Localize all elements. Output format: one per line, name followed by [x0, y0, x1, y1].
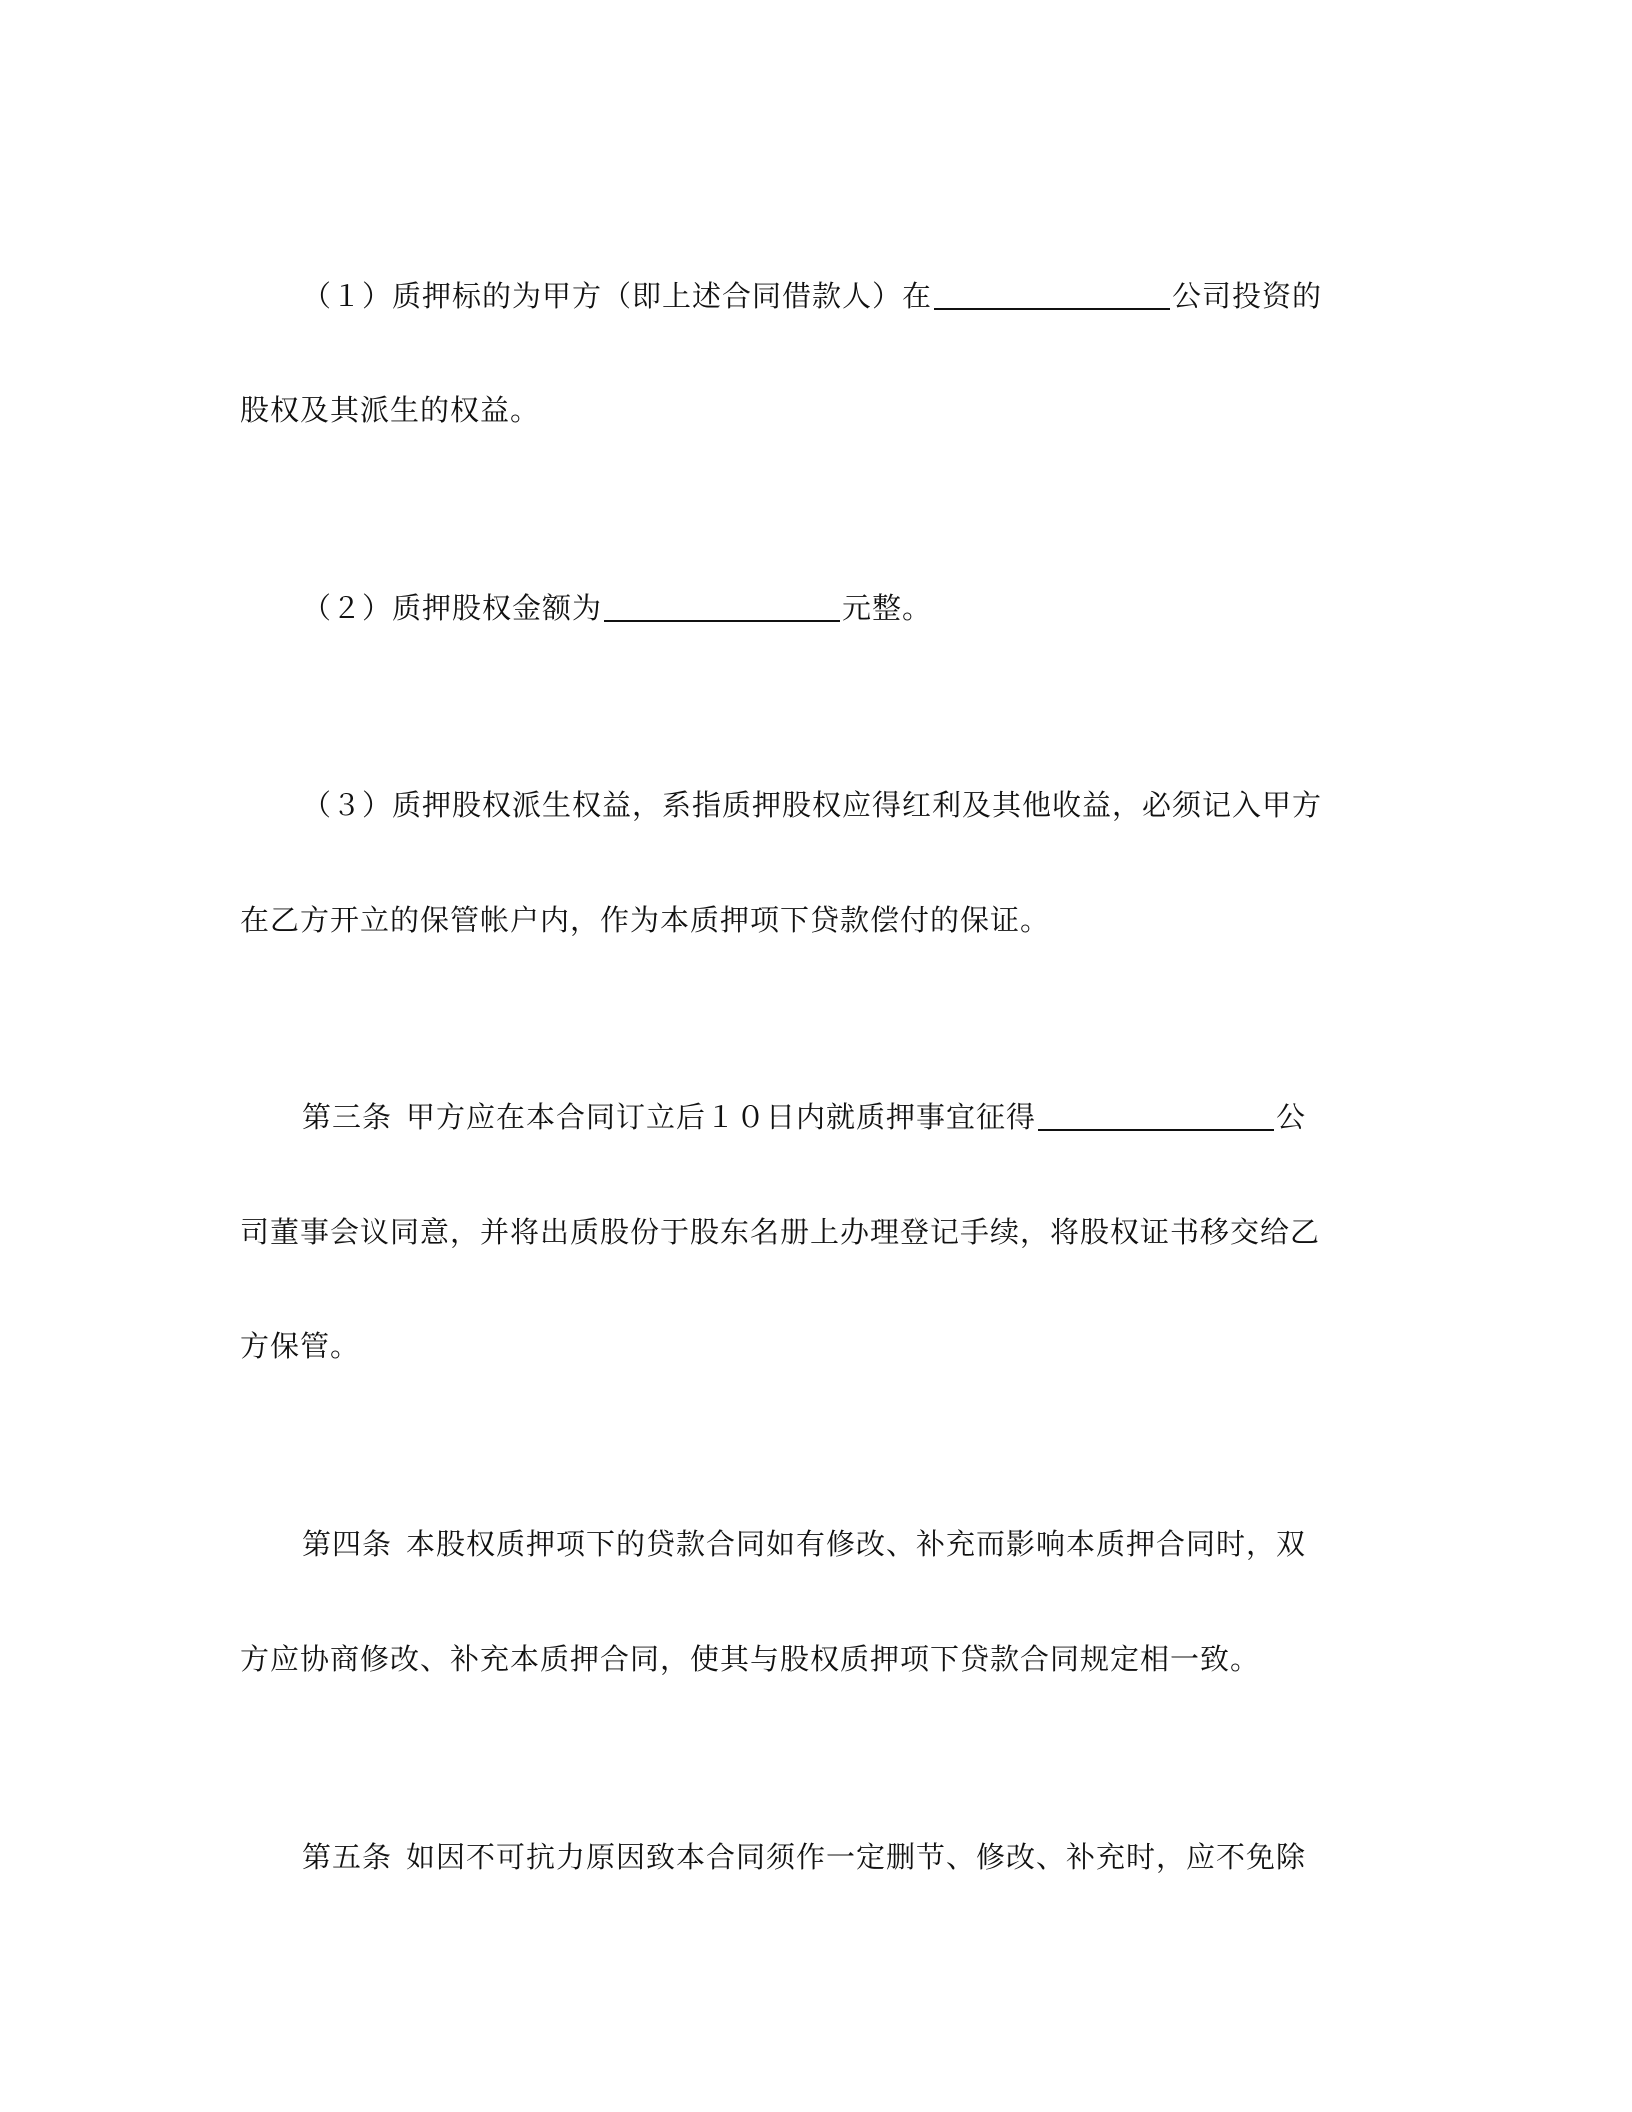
paragraph-1-line-2	[240, 390, 540, 430]
paragraph-3-text-b: 在乙方开立的保管帐户内，作为本质押项下贷款偿付的保证。	[240, 903, 1051, 937]
paragraph-3-line-2	[240, 900, 1050, 940]
article-4-line-1	[302, 1524, 1306, 1564]
article-4-line-2	[240, 1639, 1260, 1679]
company-name-blank[interactable]	[934, 278, 1170, 310]
paragraph-1-line-1	[302, 276, 1322, 316]
article-3-text-a: 甲方应在本合同订立后１０日内就质押事宜征得	[406, 1100, 1037, 1134]
article-5-text-a: 如因不可抗力原因致本合同须作一定删节、修改、补充时，应不免除	[406, 1840, 1307, 1874]
paragraph-2-text-a: （２）质押股权金额为	[302, 591, 603, 625]
article-3-text-d: 方保管。	[240, 1329, 361, 1363]
article-4-text-b: 方应协商修改、补充本质押合同，使其与股权质押项下贷款合同规定相一致。	[240, 1642, 1261, 1676]
article-4-heading: 第四条	[302, 1527, 393, 1561]
paragraph-3-text-a: （３）质押股权派生权益，系指质押股权应得红利及其他收益，必须记入甲方	[302, 788, 1323, 822]
paragraph-1-text-a: （１）质押标的为甲方（即上述合同借款人）在	[302, 279, 933, 313]
article-5-heading: 第五条	[302, 1840, 393, 1874]
article-3-line-2	[240, 1212, 1320, 1252]
article-5-line-1	[302, 1837, 1306, 1877]
article-3-text-c: 司董事会议同意，并将出质股份于股东名册上办理登记手续，将股权证书移交给乙	[240, 1215, 1321, 1249]
amount-blank[interactable]	[604, 590, 840, 622]
paragraph-1-text-b: 公司投资的	[1172, 279, 1323, 313]
article-3-text-b: 公	[1276, 1100, 1307, 1134]
article-3-line-1	[302, 1097, 1306, 1137]
paragraph-2-text-b: 元整。	[842, 591, 933, 625]
article-3-line-3	[240, 1326, 360, 1366]
paragraph-2-line-1	[302, 588, 932, 628]
article-4-text-a: 本股权质押项下的贷款合同如有修改、补充而影响本质押合同时，双	[406, 1527, 1307, 1561]
article-3-heading: 第三条	[302, 1100, 393, 1134]
consent-company-blank[interactable]	[1038, 1099, 1274, 1131]
paragraph-1-text-c: 股权及其派生的权益。	[240, 393, 541, 427]
paragraph-3-line-1	[302, 785, 1322, 825]
